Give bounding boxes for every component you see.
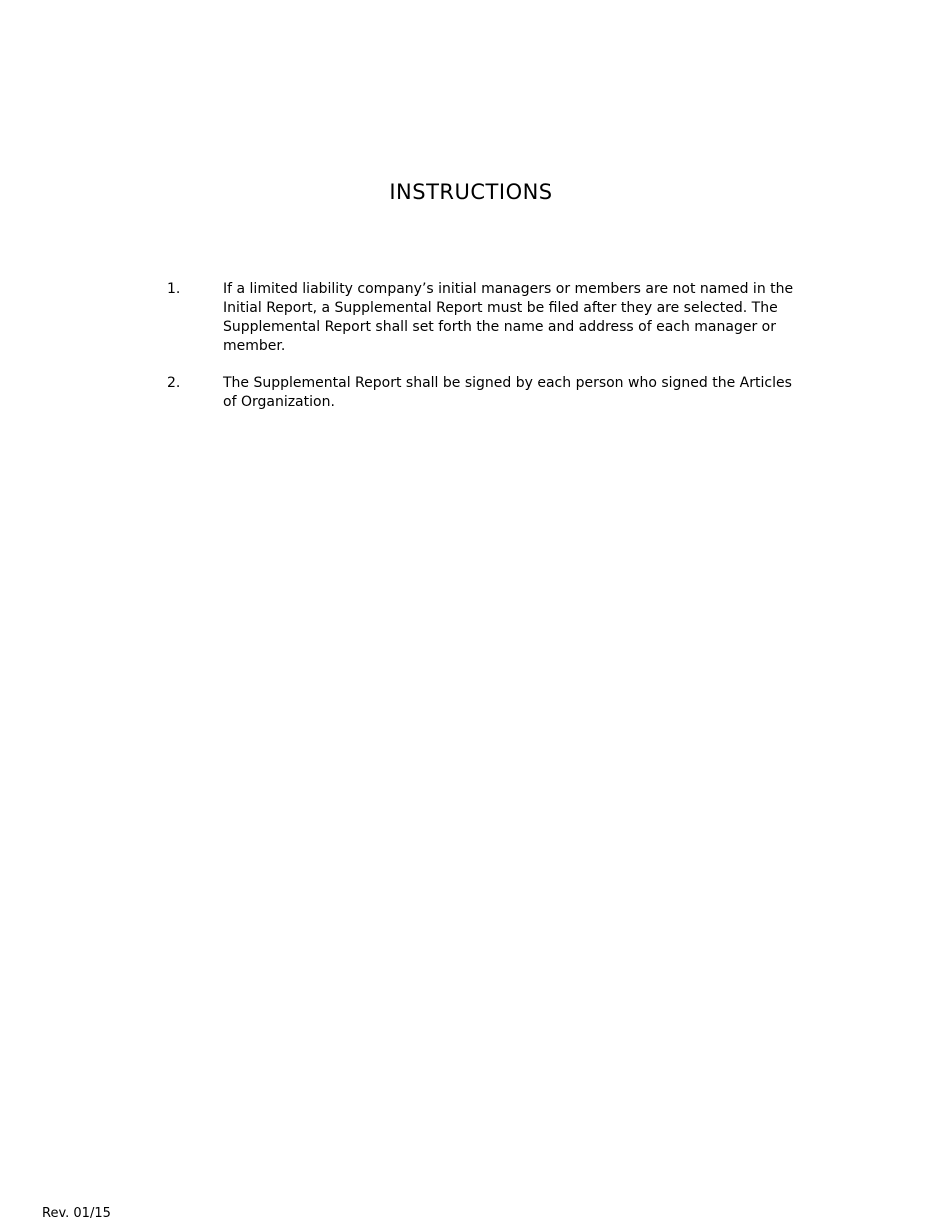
instruction-item-2 bbox=[167, 374, 797, 412]
instruction-number: 2. bbox=[167, 375, 181, 391]
instruction-text: If a limited liability company’s initial managers or members are not named in the Initial Report, a Supplemental Report must be filed after they are selected. The Supplemental Report shall set forth the name and address of each manager or member. bbox=[223, 281, 794, 354]
revision-label: Rev. 01/15 bbox=[42, 1206, 111, 1221]
page-title: INSTRUCTIONS bbox=[389, 180, 553, 204]
instruction-item-1 bbox=[167, 280, 797, 356]
instruction-number: 1. bbox=[167, 281, 181, 297]
instruction-text: The Supplemental Report shall be signed by each person who signed the Articles of Organization. bbox=[223, 375, 792, 410]
instructions-list bbox=[167, 280, 797, 430]
